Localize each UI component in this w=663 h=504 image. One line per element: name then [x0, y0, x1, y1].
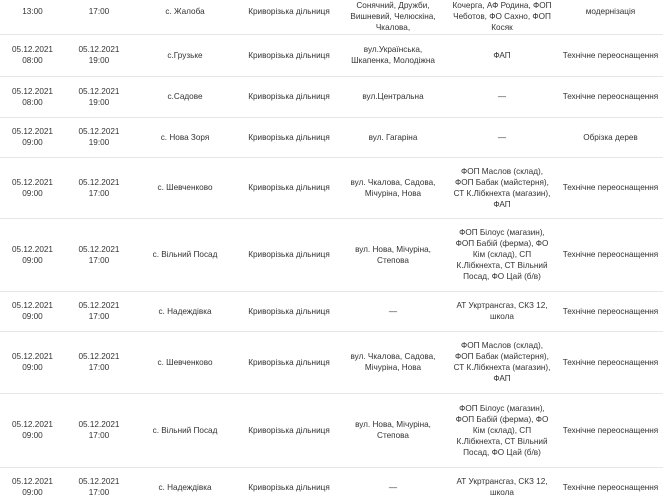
- start-time: 09:00: [22, 255, 43, 265]
- object-line: ФАП: [493, 50, 511, 60]
- end-time: 19:00: [88, 97, 110, 107]
- start-date: 05.12.2021: [12, 420, 53, 429]
- object-line: ФОП Маслов (склад),: [461, 341, 543, 350]
- end-cell: [66, 76, 132, 117]
- work-type-cell: [558, 218, 663, 291]
- start-time: 09:00: [22, 138, 43, 147]
- settlement-cell: [132, 467, 238, 504]
- object-line: СТ К.Лібкнехта (магазин),: [453, 188, 551, 198]
- object-line: ФОП Білоус (магазин),: [459, 403, 545, 413]
- settlement-name: с. Вільний Посад: [152, 425, 218, 435]
- objects-cell: [446, 467, 558, 504]
- district-name: Криворізька дільниця: [248, 306, 330, 316]
- settlement-cell: [132, 393, 238, 467]
- object-line: ФОП Бабій (ферма), ФО: [455, 414, 549, 424]
- object-line: К.Лібкнехта, СТ Вільний: [456, 261, 548, 270]
- streets-cell: [340, 157, 446, 218]
- object-line: СТ К.Лібкнехта (магазин),: [453, 363, 551, 372]
- work-type: Технічне переоснащення: [562, 306, 659, 316]
- street-line: вул. Чкалова, Садова,: [350, 177, 436, 187]
- settlement-cell: [132, 291, 238, 331]
- start-time: 09:00: [22, 312, 43, 321]
- work-type-cell: [558, 157, 663, 218]
- object-line: школа: [490, 488, 514, 497]
- end-time: 17:00: [88, 363, 110, 372]
- table-row: [0, 291, 663, 331]
- table-row: [0, 157, 663, 218]
- street-line: Сонячний, Дружби,: [356, 1, 430, 11]
- district-cell: [238, 393, 340, 467]
- street-line: —: [388, 482, 398, 492]
- work-type-cell: [558, 291, 663, 331]
- district-name: Криворізька дільниця: [248, 482, 330, 492]
- object-line: АТ Укртрансгаз, СКЗ 12,: [456, 477, 548, 486]
- district-name: Криворізька дільниця: [248, 50, 330, 60]
- object-line: Посад, ФО Цай (б/в): [463, 272, 541, 281]
- objects-cell: [446, 34, 558, 76]
- start-cell: [0, 331, 66, 393]
- table-row: [0, 331, 663, 393]
- object-line: ФОП Бабій (ферма), ФО: [455, 239, 549, 248]
- object-line: ФАП: [493, 199, 511, 209]
- end-time: 17:00: [88, 188, 110, 198]
- district-name: Криворізька дільниця: [248, 425, 330, 435]
- start-cell: [0, 0, 66, 34]
- work-type-cell: [558, 467, 663, 504]
- work-type-cell: [558, 393, 663, 467]
- settlement-name: с. Вільний Посад: [152, 250, 218, 259]
- end-cell: [66, 0, 132, 34]
- objects-cell: [446, 157, 558, 218]
- table-row: [0, 0, 663, 34]
- start-cell: [0, 157, 66, 218]
- start-date: 05.12.2021: [12, 244, 53, 254]
- object-line: Кім (склад), СП: [472, 250, 532, 259]
- work-type: Технічне переоснащення: [562, 250, 659, 259]
- end-date: 05.12.2021: [78, 420, 120, 429]
- start-date: 05.12.2021: [12, 177, 53, 187]
- streets-cell: [340, 331, 446, 393]
- end-cell: [66, 467, 132, 504]
- district-cell: [238, 218, 340, 291]
- start-date: 05.12.2021: [12, 86, 53, 96]
- district-name: Криворізька дільниця: [248, 250, 330, 259]
- start-cell: [0, 76, 66, 117]
- start-date: 05.12.2021: [12, 352, 53, 361]
- end-date: 05.12.2021: [78, 477, 120, 486]
- work-type: модернізація: [585, 6, 636, 16]
- object-line: Посад, ФО Цай (б/в): [463, 447, 541, 457]
- end-date: 05.12.2021: [78, 86, 120, 96]
- objects-cell: [446, 291, 558, 331]
- street-line: вул. Нова, Мічуріна,: [355, 244, 431, 254]
- settlement-name: с. Шевченково: [157, 357, 213, 367]
- work-type-cell: [558, 34, 663, 76]
- start-cell: [0, 467, 66, 504]
- end-cell: [66, 393, 132, 467]
- start-cell: [0, 117, 66, 157]
- end-date: 05.12.2021: [78, 177, 120, 187]
- start-cell: [0, 291, 66, 331]
- start-time: 09:00: [22, 363, 43, 372]
- street-line: вул. Гагаріна: [368, 132, 418, 142]
- start-time: 09:00: [22, 488, 43, 497]
- object-line: ФОП Маслов (склад),: [461, 166, 543, 176]
- settlement-cell: [132, 331, 238, 393]
- settlement-name: с. Шевченково: [157, 183, 213, 192]
- streets-cell: [340, 291, 446, 331]
- objects-cell: [446, 218, 558, 291]
- street-line: вул. Нова, Мічуріна,: [355, 420, 431, 429]
- start-time: 08:00: [22, 97, 43, 107]
- start-time: 08:00: [22, 56, 43, 65]
- street-line: —: [388, 306, 398, 316]
- district-cell: [238, 117, 340, 157]
- street-line: вул.Центральна: [362, 92, 424, 101]
- work-type: Технічне переоснащення: [562, 92, 659, 101]
- end-date: 05.12.2021: [78, 352, 120, 361]
- streets-cell: [340, 34, 446, 76]
- work-type-cell: [558, 76, 663, 117]
- work-type-cell: [558, 117, 663, 157]
- object-line: ФАП: [493, 374, 511, 383]
- district-name: Криворізька дільниця: [248, 6, 330, 16]
- street-line: вул.Українська,: [363, 45, 423, 54]
- settlement-cell: [132, 0, 238, 34]
- table-row: [0, 34, 663, 76]
- work-type-cell: [558, 0, 663, 34]
- end-time: 17:00: [88, 255, 110, 265]
- object-line: Кім (склад), СП: [472, 425, 532, 435]
- streets-cell: [340, 117, 446, 157]
- objects-cell: [446, 393, 558, 467]
- settlement-name: с.Грузьке: [167, 50, 203, 60]
- start-date: 05.12.2021: [12, 45, 53, 54]
- end-time: 17:00: [88, 488, 110, 497]
- settlement-name: с.Садове: [167, 92, 203, 101]
- end-date: 05.12.2021: [78, 244, 120, 254]
- work-type: Технічне переоснащення: [562, 425, 659, 435]
- object-line: Чеботов, ФО Сахно, ФОП: [453, 12, 551, 22]
- district-cell: [238, 331, 340, 393]
- start-date: 05.12.2021: [12, 127, 53, 136]
- object-line: АТ Укртрансгаз, СКЗ 12,: [456, 301, 548, 310]
- object-line: К.Лібкнехта, СТ Вільний: [456, 436, 548, 446]
- end-time: 17:00: [88, 431, 110, 440]
- district-cell: [238, 34, 340, 76]
- end-time: 17:00: [88, 312, 110, 321]
- district-name: Криворізька дільниця: [248, 132, 330, 142]
- end-date: 05.12.2021: [78, 45, 120, 54]
- object-line: Кочерга, АФ Родина, ФОП: [452, 1, 552, 11]
- start-date: 05.12.2021: [12, 301, 53, 310]
- settlement-cell: [132, 117, 238, 157]
- settlement-cell: [132, 76, 238, 117]
- district-name: Криворізька дільниця: [248, 183, 330, 192]
- work-type: Технічне переоснащення: [562, 50, 659, 60]
- street-line: Степова: [377, 431, 409, 440]
- street-line: Мічуріна, Нова: [364, 363, 422, 372]
- work-type: Технічне переоснащення: [562, 357, 659, 367]
- district-cell: [238, 467, 340, 504]
- street-line: Степова: [377, 255, 409, 265]
- table-row: [0, 393, 663, 467]
- work-type: Технічне переоснащення: [562, 482, 659, 492]
- streets-cell: [340, 218, 446, 291]
- work-type: Технічне переоснащення: [562, 183, 659, 192]
- settlement-name: с. Нова Зоря: [160, 132, 210, 142]
- object-line: ФОП Білоус (магазин),: [459, 228, 545, 237]
- district-cell: [238, 76, 340, 117]
- district-name: Криворізька дільниця: [248, 357, 330, 367]
- end-cell: [66, 34, 132, 76]
- street-line: вул. Чкалова, Садова,: [350, 352, 436, 361]
- end-time: 17:00: [88, 6, 110, 16]
- object-line: ФОП Бабак (майстерня),: [455, 352, 549, 361]
- settlement-name: с. Надеждівка: [158, 482, 212, 492]
- table-row: [0, 467, 663, 504]
- settlement-cell: [132, 34, 238, 76]
- start-cell: [0, 34, 66, 76]
- start-time: 09:00: [22, 431, 43, 440]
- district-cell: [238, 0, 340, 34]
- work-type-cell: [558, 331, 663, 393]
- settlement-name: с. Жалоба: [165, 6, 205, 16]
- table-row: [0, 117, 663, 157]
- start-cell: [0, 218, 66, 291]
- settlement-name: с. Надеждівка: [158, 306, 212, 316]
- district-name: Криворізька дільниця: [248, 92, 330, 101]
- settlement-cell: [132, 157, 238, 218]
- end-time: 19:00: [88, 56, 110, 65]
- end-cell: [66, 331, 132, 393]
- street-line: Чкалова,: [375, 23, 411, 33]
- end-cell: [66, 157, 132, 218]
- objects-cell: [446, 0, 558, 34]
- street-line: Шкапенка, Молодіжна: [351, 56, 435, 65]
- objects-cell: [446, 331, 558, 393]
- object-line: —: [497, 132, 507, 142]
- start-date: 05.12.2021: [12, 477, 53, 486]
- end-date: 05.12.2021: [78, 301, 120, 310]
- streets-cell: [340, 393, 446, 467]
- start-time: 13:00: [22, 6, 43, 16]
- end-cell: [66, 117, 132, 157]
- end-time: 19:00: [88, 138, 110, 147]
- start-cell: [0, 393, 66, 467]
- end-cell: [66, 291, 132, 331]
- settlement-cell: [132, 218, 238, 291]
- district-cell: [238, 157, 340, 218]
- end-cell: [66, 218, 132, 291]
- district-cell: [238, 291, 340, 331]
- street-line: Вишневий, Челюскіна,: [350, 12, 436, 22]
- table-row: [0, 218, 663, 291]
- object-line: ФОП Бабак (майстерня),: [455, 177, 549, 187]
- streets-cell: [340, 0, 446, 34]
- start-time: 09:00: [22, 188, 43, 198]
- objects-cell: [446, 76, 558, 117]
- end-date: 05.12.2021: [78, 127, 120, 136]
- objects-cell: [446, 117, 558, 157]
- streets-cell: [340, 467, 446, 504]
- table-row: [0, 76, 663, 117]
- object-line: Косяк: [491, 23, 513, 33]
- work-type: Обрізка дерев: [583, 132, 638, 142]
- streets-cell: [340, 76, 446, 117]
- object-line: школа: [490, 312, 514, 321]
- street-line: Мічуріна, Нова: [364, 188, 422, 198]
- object-line: —: [497, 92, 507, 101]
